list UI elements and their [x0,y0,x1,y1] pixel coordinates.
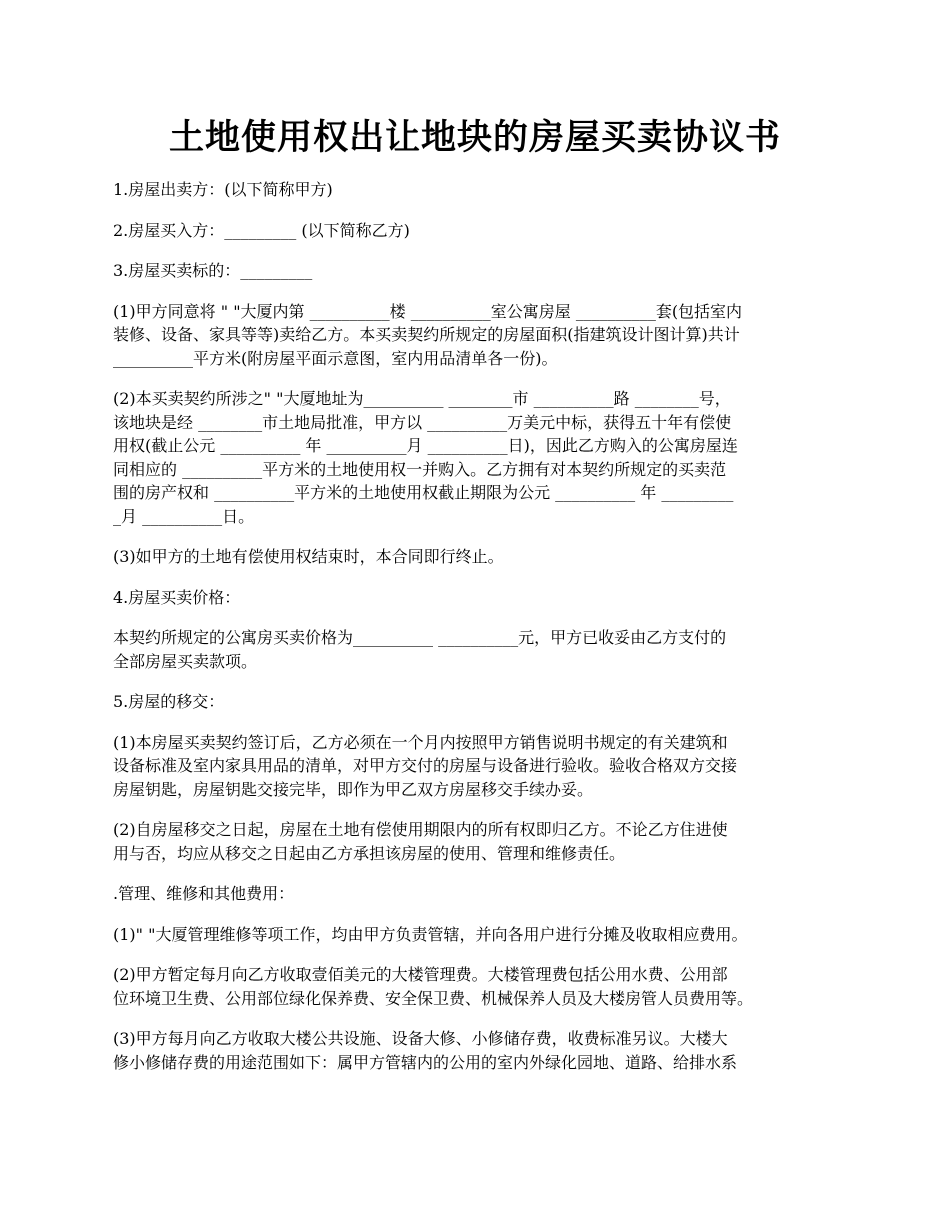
paragraph [113,1027,857,1074]
text-line: 3.房屋买卖标的：_________ [113,261,313,280]
text-line: (3)甲方每月向乙方收取大楼公共设施、设备大修、小修储存费，收费标准另议。大楼大 [113,1029,728,1048]
text-line: 房屋钥匙，房屋钥匙交接完毕，即作为甲乙双方房屋移交手续办妥。 [113,779,594,799]
text-line: 修小修储存费的用途范围如下：属甲方管辖内的公用的室内外绿化园地、道路、给排水系 [113,1052,738,1072]
paragraph [113,626,857,673]
text-line: (2)自房屋移交之日起，房屋在土地有偿使用期限内的所有权即归乙方。不论乙方住进使 [113,820,728,839]
text-line: 用与否，均应从移交之日起由乙方承担该房屋的使用、管理和维修责任。 [113,843,626,863]
document-title: 土地使用权出让地块的房屋买卖协议书 [168,117,781,158]
paragraph [113,731,857,802]
paragraph [113,300,857,371]
text-line: (2)甲方暂定每月向乙方收取壹佰美元的大楼管理费。大楼管理费包括公用水费、公用部 [113,965,728,984]
text-line: (2)本买卖契约所涉之" "大厦地址为__________ ________市 __________路 ________号， [113,389,731,408]
text-line: 用权(截止公元 __________ 年 __________月 __________日)，因此乙方购入的公寓房屋连 [113,436,738,455]
text-line: 5.房屋的移交： [113,692,225,711]
paragraph [113,586,857,610]
text-line: (1)" "大厦管理维修等项工作，均由甲方负责管辖，并向各用户进行分摊及收取相应费用。 [113,924,748,944]
paragraph [113,219,857,243]
text-line: _月 __________日。 [113,506,255,526]
paragraph [113,882,857,906]
text-line: 位环境卫生费、公用部位绿化保养费、安全保卫费、机械保养人员及大楼房管人员费用等。 [113,988,754,1008]
text-line: 1.房屋出卖方：(以下简称甲方) [113,180,333,199]
text-line: (1)本房屋买卖契约签订后，乙方必须在一个月内按照甲方销售说明书规定的有关建筑和 [113,732,728,752]
text-line: 该地块是经 ________市土地局批准，甲方以 __________万美元中标，获得五十年有偿使 [113,412,732,432]
text-line: 同相应的 __________平方米的土地使用权一并购入。乙方拥有对本契约所规定的买卖范 [113,459,727,479]
paragraph [113,387,857,528]
text-line: (1)甲方同意将 " "大厦内第 __________楼 __________室公寓房屋 __________套(包括室内 [113,301,743,321]
text-line: (3)如甲方的土地有偿使用权结束时，本合同即行终止。 [113,547,504,566]
text-line: .管理、维修和其他费用： [113,884,295,903]
text-line: 本契约所规定的公寓房买卖价格为__________ __________元，甲方已收妥由乙方支付的 [113,628,727,647]
text-line: 装修、设备、家具等等)卖给乙方。本买卖契约所规定的房屋面积(指建筑设计图计算)共计 [113,325,740,344]
paragraph [113,923,857,947]
paragraph [113,690,857,714]
text-line: 围的房产权和 __________平方米的土地使用权截止期限为公元 __________ 年 _________ [113,483,734,502]
text-line: 2.房屋买入方：_________ (以下简称乙方) [113,220,410,240]
paragraph [113,259,857,283]
text-line: 设备标准及室内家具用品的清单，对甲方交付的房屋与设备进行验收。验收合格双方交接 [113,756,738,775]
text-line: 全部房屋买卖款项。 [113,651,258,671]
document-body [113,178,857,1091]
text-line: __________平方米(附房屋平面示意图，室内用品清单各一份)。 [113,348,558,368]
paragraph [113,545,857,569]
paragraph [113,963,857,1010]
paragraph [113,178,857,202]
paragraph [113,818,857,865]
text-line: 4.房屋买卖价格： [113,587,241,607]
